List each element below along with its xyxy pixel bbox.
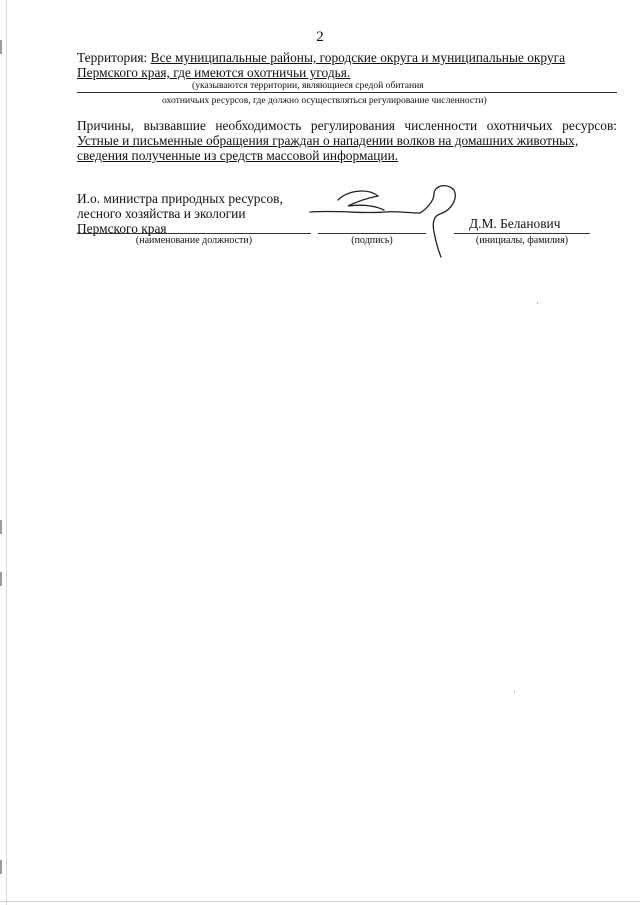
reasons-value: Устные и письменные обращения граждан о нападении волков на домашних животных, сведения полученные из средств массовой информации.: [77, 133, 579, 163]
official-position: [77, 191, 307, 236]
territory-rule: [77, 92, 617, 93]
position-line: Пермского края: [77, 221, 167, 236]
territory-label: Территория:: [77, 50, 148, 65]
territory-note-line1: (указываются территории, являющиеся средой обитания: [192, 80, 424, 91]
position-line: лесного хозяйства и экологии: [77, 206, 246, 221]
scan-edge-mark: [0, 572, 2, 586]
official-name: Д.М. Беланович: [469, 216, 561, 231]
scan-bottom-edge: [0, 901, 640, 902]
scan-edge-mark: [0, 860, 2, 874]
reasons-paragraph: [77, 118, 617, 163]
name-caption: (инициалы, фамилия): [454, 233, 590, 246]
territory-value: Все муниципальные районы, городские округа и муниципальные округа Пермского края, где имеются охотничьи угодья.: [77, 50, 566, 80]
scan-edge-line: [6, 0, 7, 905]
scan-edge-mark: [0, 520, 2, 534]
territory-paragraph: [77, 50, 617, 80]
position-line: И.о. министра природных ресурсов,: [77, 191, 283, 206]
position-caption: (наименование должности): [77, 233, 311, 246]
signature-caption: (подпись): [318, 233, 426, 246]
scan-speck: [537, 302, 538, 304]
scan-speck: [514, 690, 515, 693]
handwritten-signature: [308, 180, 468, 260]
page-number: 2: [316, 29, 324, 45]
reasons-label: Причины, вызвавшие необходимость регулирования численности охотничьих ресурсов:: [77, 118, 617, 133]
territory-note-line2: охотничьих ресурсов, где должно осуществляться регулирование численности): [162, 95, 487, 106]
